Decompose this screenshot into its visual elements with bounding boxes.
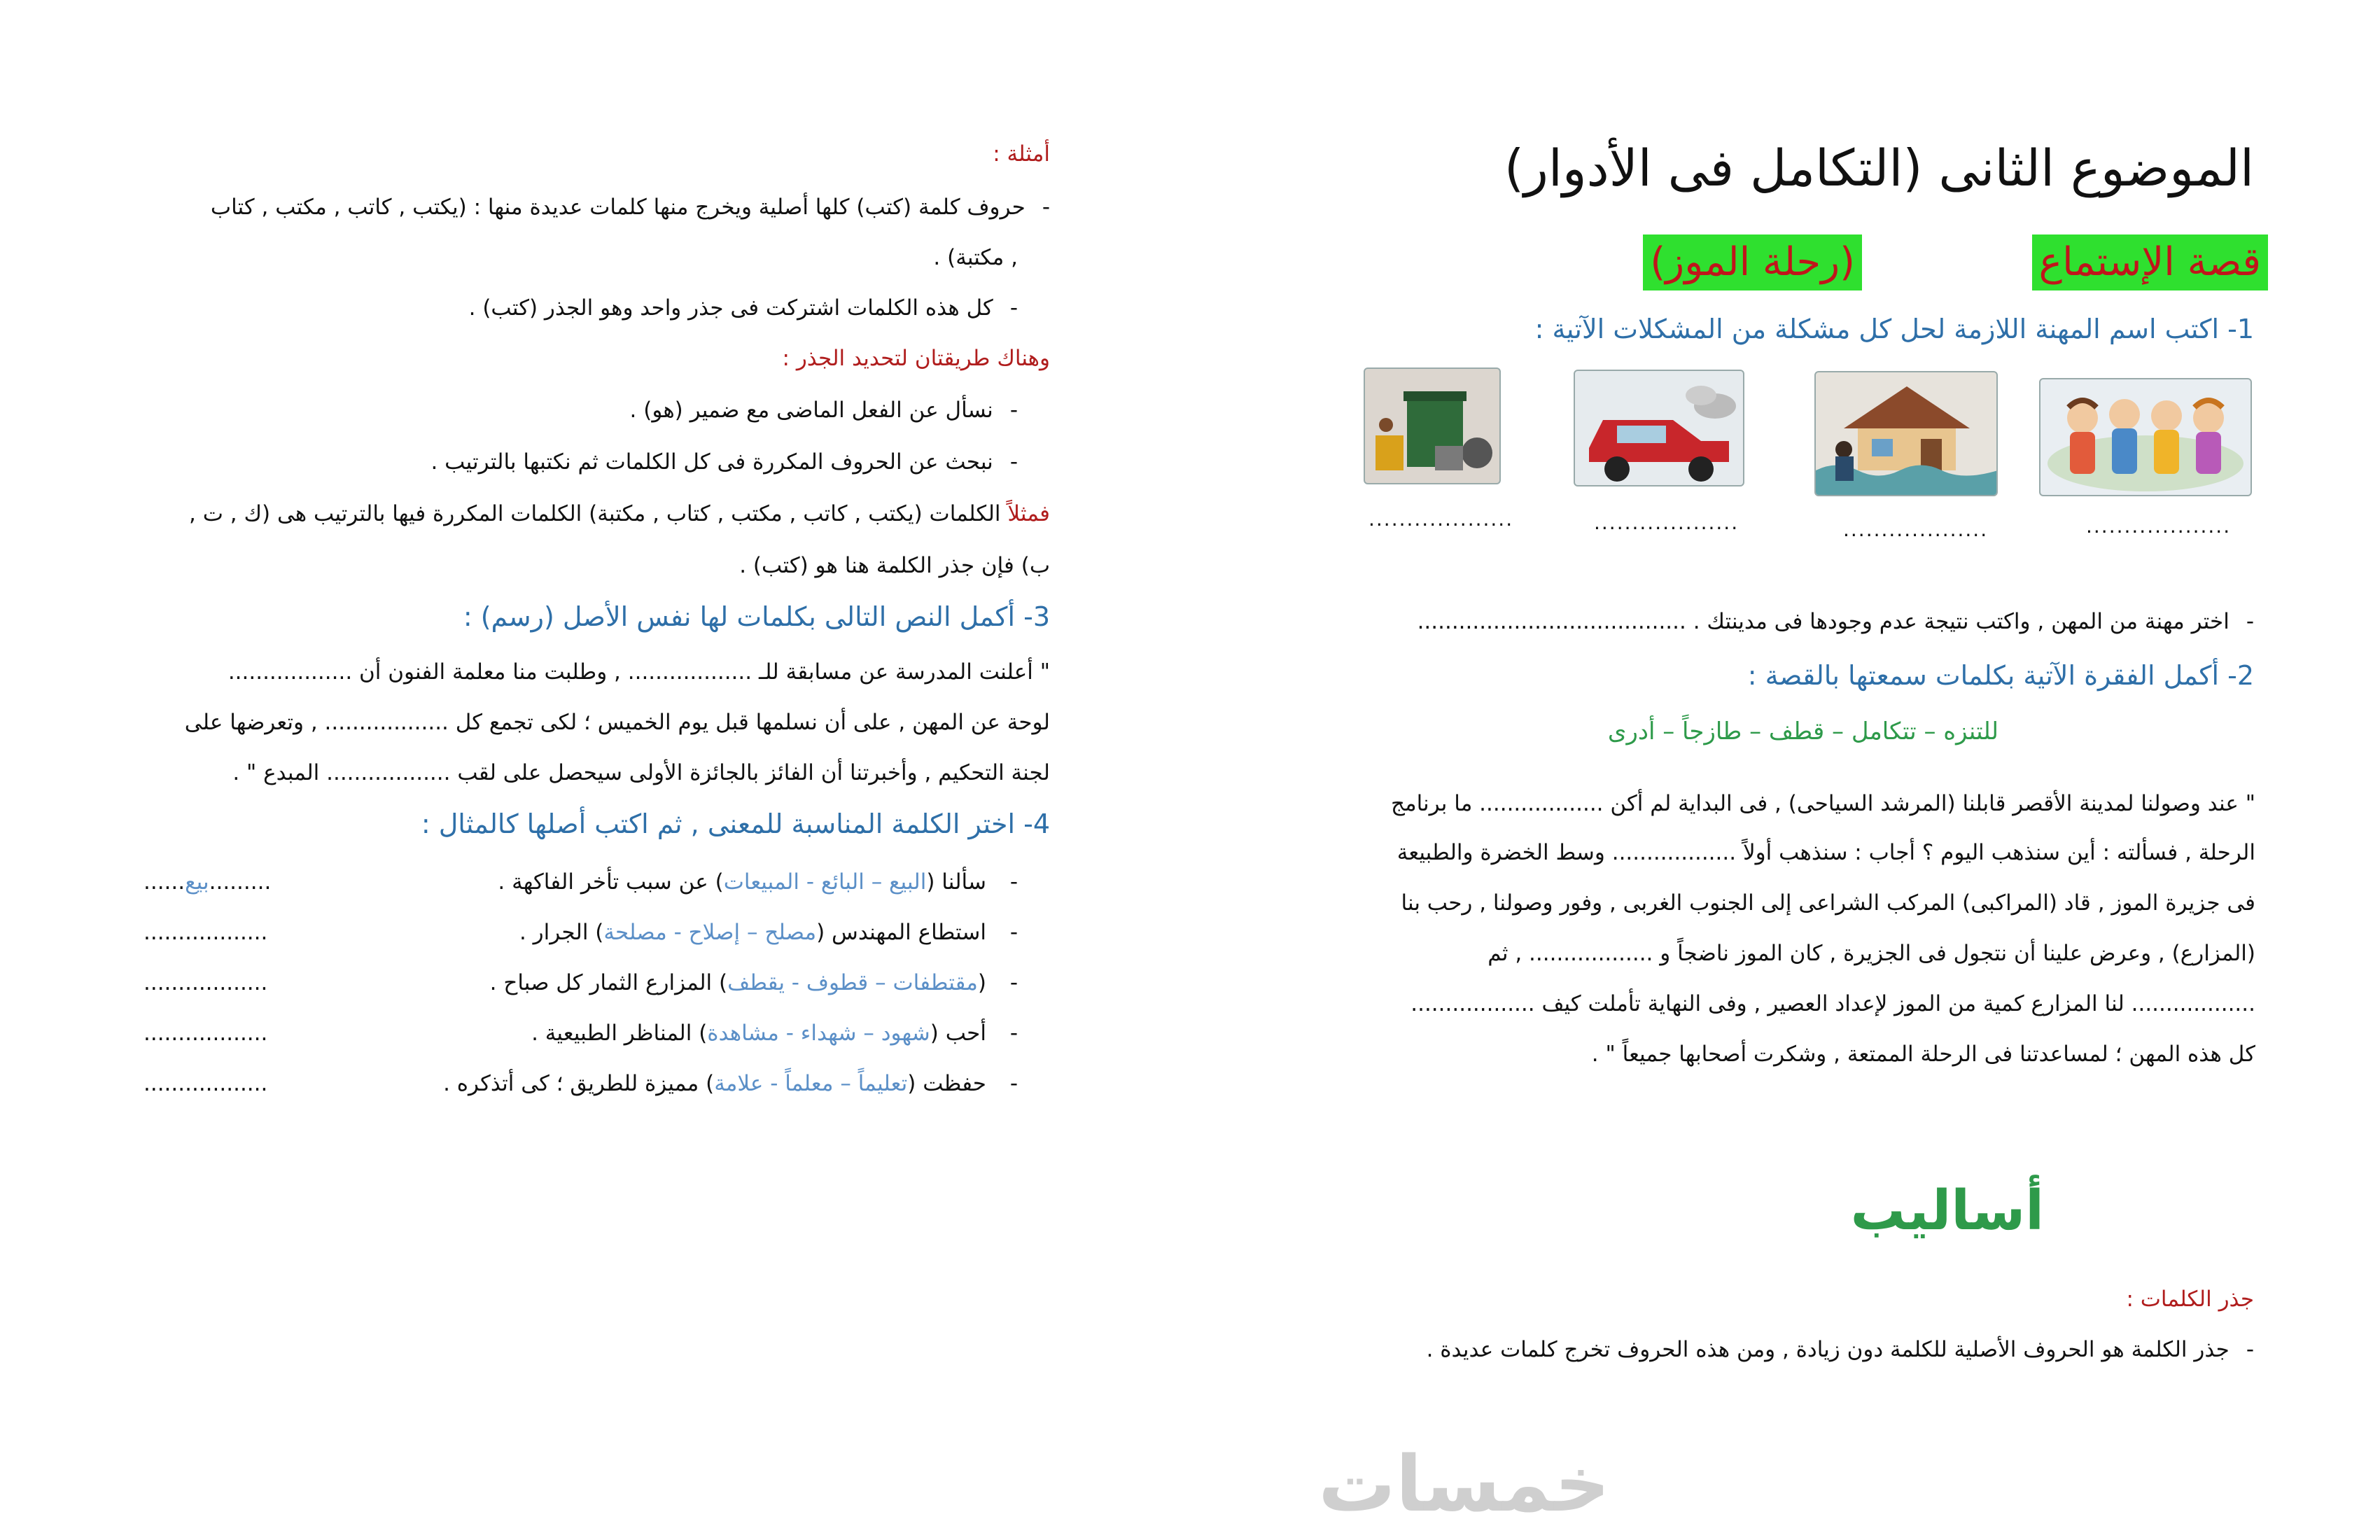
q4-item-post: ) المناظر الطبيعية . xyxy=(531,1021,708,1046)
q4-answer[interactable]: .................. xyxy=(144,1021,268,1046)
example-2: - كل هذه الكلمات اشتركت فى جذر واحد وهو الجذر (كتب) . xyxy=(469,294,1018,322)
answer-blank-3[interactable]: ................... xyxy=(1594,511,1740,534)
question-4: 4- اختر الكلمة المناسبة للمعنى , ثم اكتب أصلها كالمثال : xyxy=(421,808,1050,839)
q4-item xyxy=(443,1070,1018,1098)
q4-item xyxy=(531,1019,1018,1047)
watermark-logo: خمسات xyxy=(1318,1439,1610,1529)
q4-item-pre: سألنا ( xyxy=(926,869,986,895)
q4-item-options[interactable]: مصلح – إصلاح - مصلحة xyxy=(603,920,817,945)
example-3a xyxy=(189,500,1050,528)
story-label: قصة الإستماع xyxy=(2032,234,2268,290)
q3-line-3: لجنة التحكيم , وأخبرتنا أن الفائز بالجائزة الأولى سيحصل على لقب .................. المبدع " . xyxy=(232,760,1050,785)
question-2: 2- أكمل الفقرة الآتية بكلمات سمعتها بالقصة : xyxy=(1747,660,2254,691)
story-line-3: فى جزيرة الموز , قاد (المراكبى) المركب الشراعى إلى الجنوب الغربى , وفور وصولنا , رحب بنا xyxy=(1401,890,2255,916)
example-3a-prefix: فمثلاً xyxy=(1007,501,1050,526)
q4-item-options[interactable]: تعليماً – معلماً - علامة xyxy=(714,1071,908,1096)
question-1-sub: - اختر مهنة من المهن , واكتب نتيجة عدم وجودها فى مدينتك . ....................................... xyxy=(1418,608,2254,636)
method-2: - نبحث عن الحروف المكررة فى كل الكلمات ثم نكتبها بالترتيب . xyxy=(430,448,1018,476)
q4-item-pre: استطاع المهندس ( xyxy=(816,920,986,945)
example-1b: , مكتبة) . xyxy=(933,245,1018,270)
examples-heading: أمثلة : xyxy=(993,141,1050,167)
story-line-2: الرحلة , فسألته : أين سنذهب اليوم ؟ أجاب : سنذهب أولاً .................. وسط الخضرة والطبيعة xyxy=(1396,840,2255,865)
answer-blank-4[interactable]: ................... xyxy=(1368,507,1514,531)
root-heading: جذر الكلمات : xyxy=(2126,1287,2254,1312)
q4-item-options[interactable]: مقتطفات – قطوف - يقطف xyxy=(727,970,978,995)
q4-answer[interactable]: .................. xyxy=(144,970,268,995)
page-title: الموضوع الثانى (التكامل فى الأدوار) xyxy=(1504,139,2254,197)
q4-item-pre: حفظت ( xyxy=(907,1071,986,1096)
q4-item xyxy=(490,969,1018,997)
q3-line-1: " أعلنت المدرسة عن مسابقة للـ .................. , وطلبت منا معلمة الفنون أن .................. xyxy=(227,659,1050,685)
styles-heading: أساليب xyxy=(1850,1180,2044,1242)
right-page xyxy=(1190,0,2380,1540)
q4-answer-dots: ...... xyxy=(144,869,186,895)
example-3b: ب) فإن جذر الكلمة هنا هو (كتب) . xyxy=(739,553,1050,578)
story-line-5: .................. لنا المزارع كمية من الموز لإعداد العصير , وفى النهاية تأملت كيف .................. xyxy=(1410,991,2255,1016)
q4-item-options[interactable]: شهود – شهداء - مشاهدة xyxy=(707,1021,930,1046)
question-3: 3- أكمل النص التالى بكلمات لها نفس الأصل (رسم) : xyxy=(463,601,1050,632)
root-definition: - جذر الكلمة هو الحروف الأصلية للكلمة دون زيادة , ومن هذه الحروف تخرج كلمات عديدة . xyxy=(1427,1336,2254,1364)
q4-answer-dots: ......... xyxy=(209,869,272,895)
answer-blank-1[interactable]: ................... xyxy=(2086,514,2232,538)
q4-item-options[interactable]: البيع – البائع - المبيعات xyxy=(723,869,927,895)
house-flood-icon xyxy=(1814,371,1998,496)
q4-answer[interactable] xyxy=(144,868,271,896)
story-line-4: (المزارع) , وعرض علينا أن نتجول فى الجزيرة , كان الموز ناضجاً و .................. , ثم xyxy=(1488,941,2255,966)
question-1: 1- اكتب اسم المهنة اللازمة لحل كل مشكلة من المشكلات الآتية : xyxy=(1534,314,2254,344)
story-line-1: " عند وصولنا لمدينة الأقصر قابلنا (المرشد السياحى) , فى البداية لم أكن .................. ما برنامج xyxy=(1390,791,2255,816)
word-bank: للتنزه – تتكامل – قطف – طازجاً – أدرى xyxy=(1607,718,1998,746)
broken-car-icon xyxy=(1574,370,1744,486)
methods-heading: وهناك طريقتان لتحديد الجذر : xyxy=(782,346,1050,371)
q4-item-post: ) عن سبب تأخر الفاكهة . xyxy=(498,869,724,895)
q4-answer[interactable]: .................. xyxy=(144,920,268,945)
q4-answer-text: بيع xyxy=(185,869,209,895)
children-sick-icon xyxy=(2039,378,2252,496)
q4-item-pre: أحب ( xyxy=(930,1021,986,1046)
q4-item-post: ) مميزة للطريق ؛ كى أتذكره . xyxy=(443,1071,715,1096)
story-line-6: كل هذه المهن ؛ لمساعدتنا فى الرحلة الممتعة , وشكرت أصحابها جميعاً " . xyxy=(1591,1042,2255,1067)
q4-item-pre: ( xyxy=(977,970,986,995)
method-1: - نسأل عن الفعل الماضى مع ضمير (هو) . xyxy=(630,396,1018,424)
example-3a-text: الكلمات (يكتب , كاتب , مكتب , كتاب , مكتبة) الكلمات المكررة فيها بالترتيب هى (ك , ت , xyxy=(189,501,1008,526)
q4-item xyxy=(519,918,1018,946)
q4-item xyxy=(498,868,1018,896)
q4-item-post: ) المزارع الثمار كل صباح . xyxy=(489,970,728,995)
story-name: (رحلة الموز) xyxy=(1643,234,1862,290)
q4-answer[interactable]: .................. xyxy=(144,1071,268,1096)
q3-line-2: لوحة عن المهن , على أن نسلمها قبل يوم الخميس ؛ لكى تجمع كل .................. , وتعرضها على xyxy=(184,710,1050,735)
example-1a: - حروف كلمة (كتب) كلها أصلية ويخرج منها كلمات عديدة منها : (يكتب , كاتب , مكتب , كتاب xyxy=(211,193,1050,221)
q4-item-post: ) الجرار . xyxy=(519,920,604,945)
answer-blank-2[interactable]: ................... xyxy=(1843,518,1989,541)
garbage-icon xyxy=(1364,368,1501,484)
